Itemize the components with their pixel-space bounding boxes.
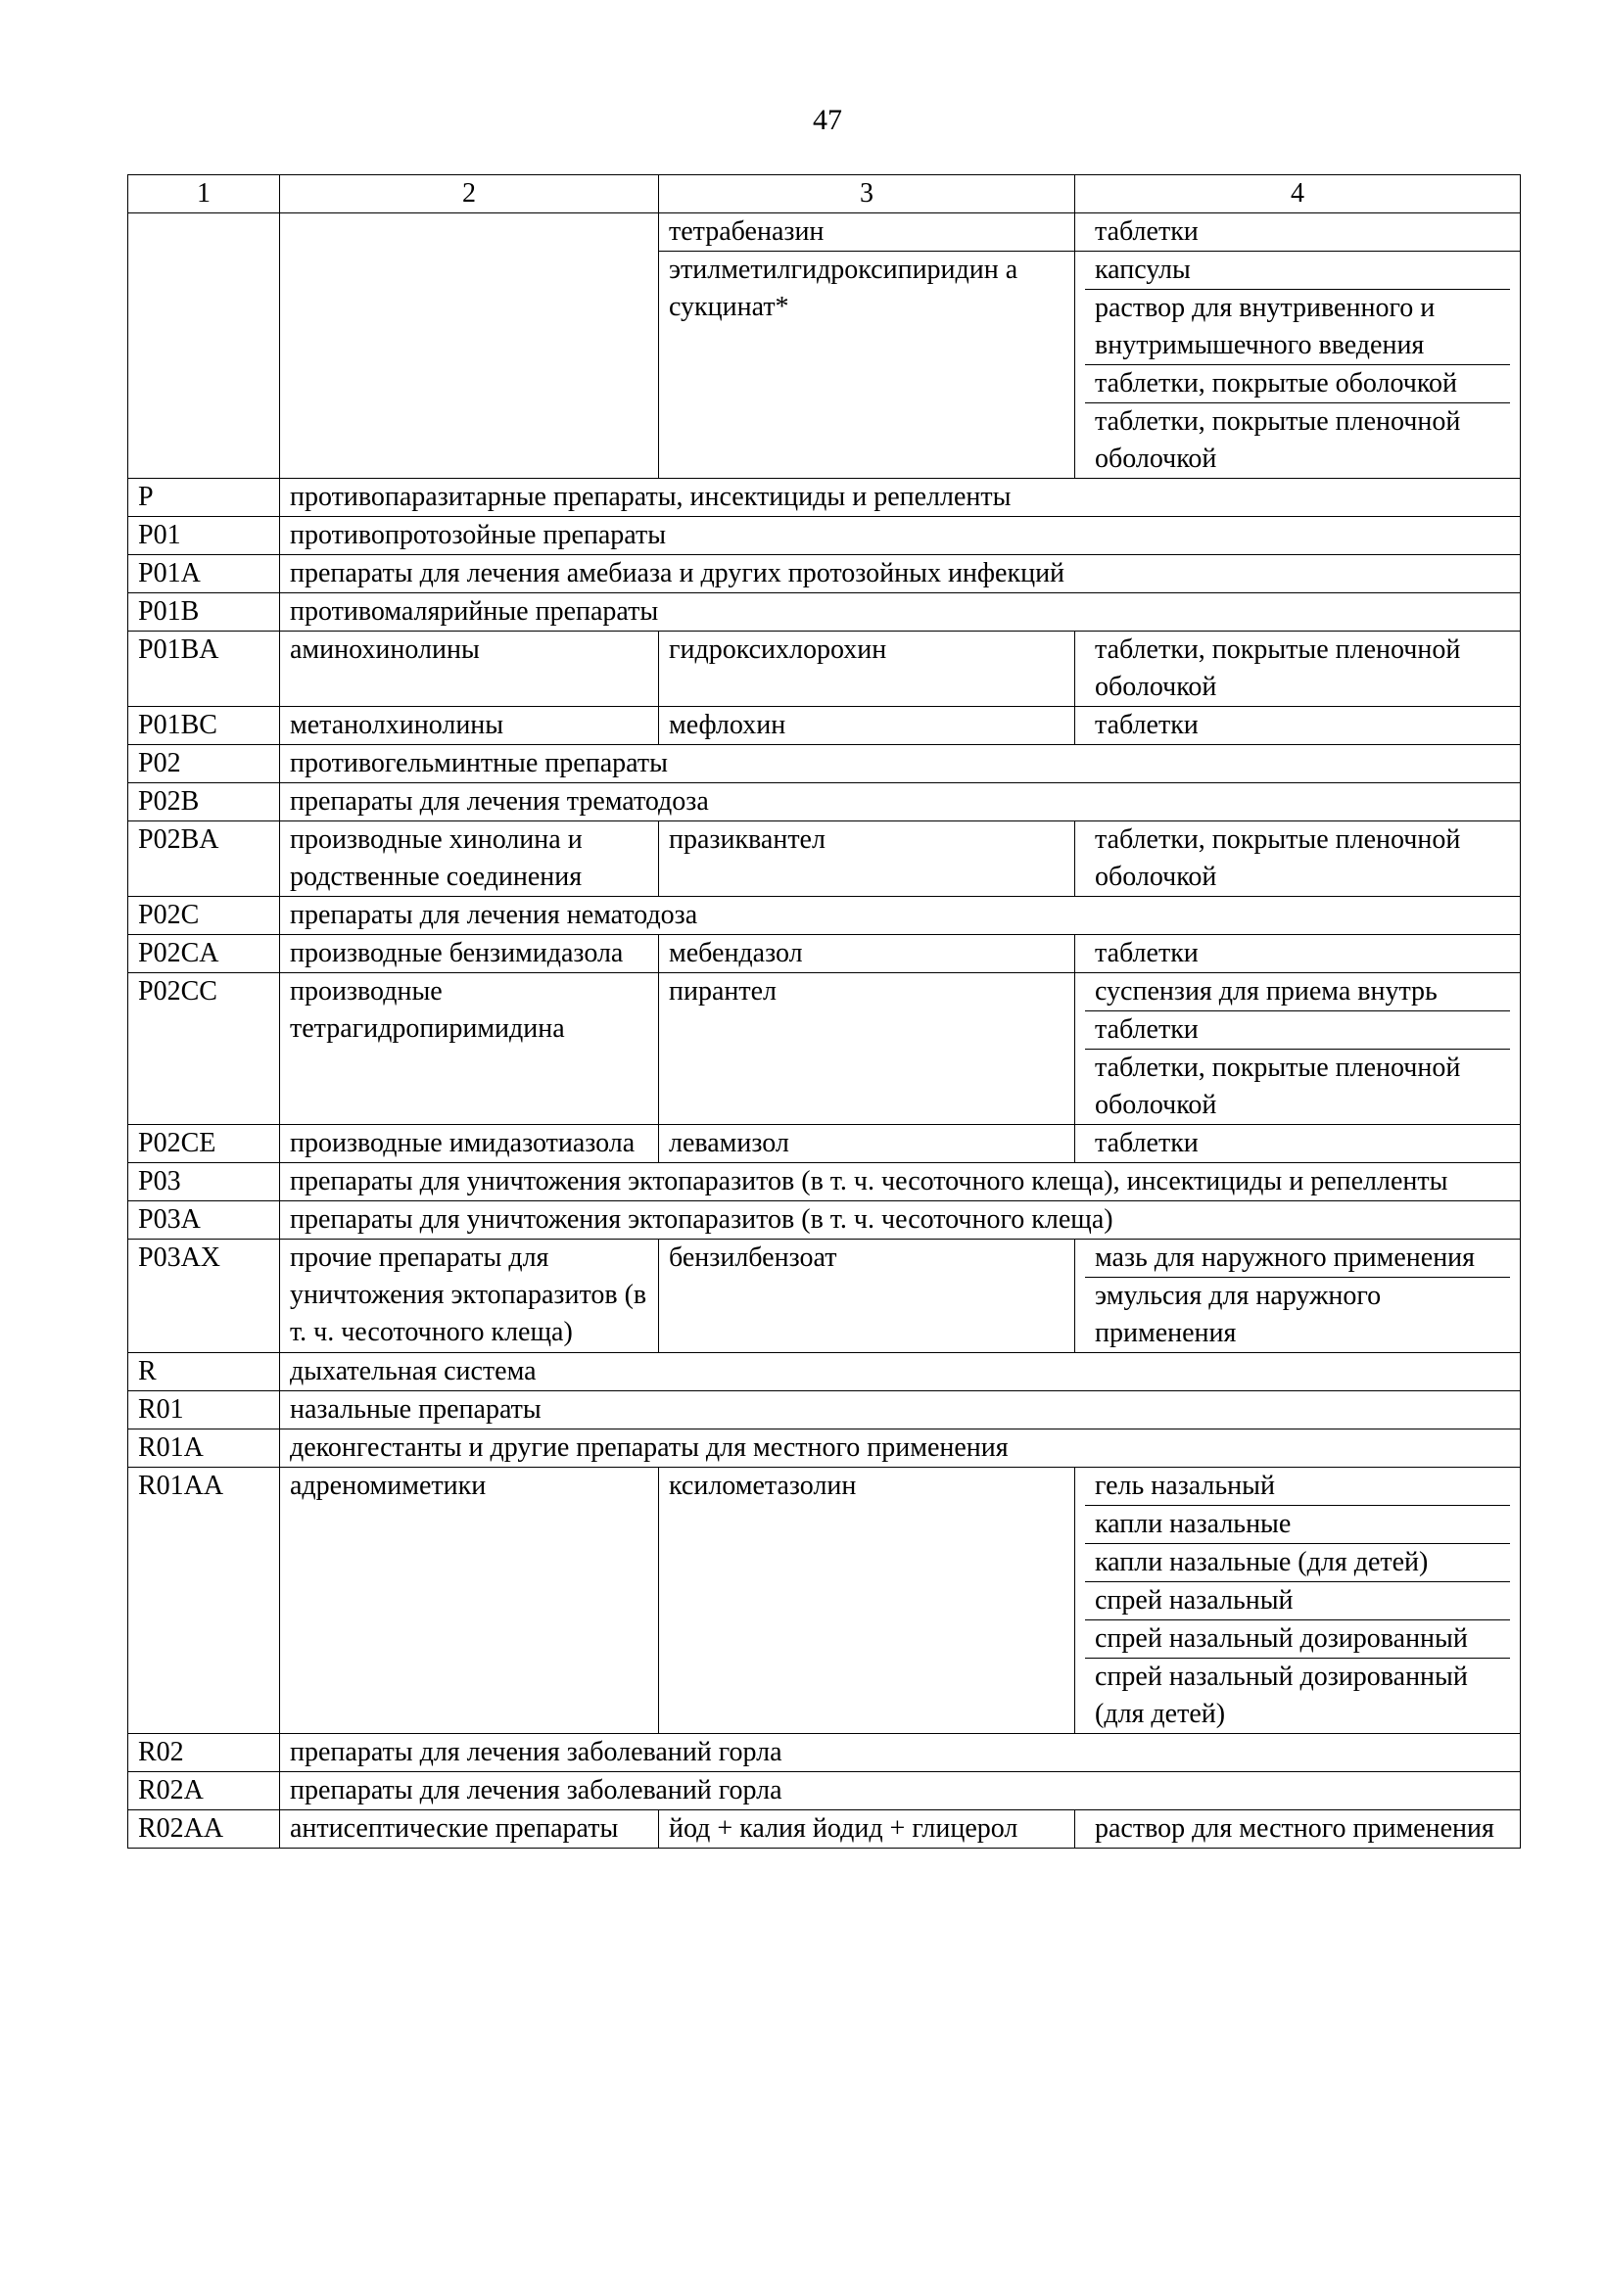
group-name: антисептические препараты [280,1810,659,1849]
group-name: аминохинолины [280,632,659,707]
dosage-forms-cell [1075,1468,1521,1734]
page-number: 47 [813,104,842,136]
table-row [128,1734,1521,1772]
table-row [128,935,1521,973]
drug-name: мебендазол [659,935,1075,973]
table-row [128,1353,1521,1391]
atc-code: P02C [128,897,280,935]
drug-name: этилметилгидроксипиридин а сукцинат* [659,252,1075,479]
dosage-form: таблетки, покрытые пленочной оболочкой [1085,402,1510,478]
atc-code: P02 [128,745,280,783]
group-name: производные хинолина и родственные соединения [280,821,659,897]
table-row [128,1468,1521,1734]
dosage-forms-list [1085,213,1510,251]
table-row [128,593,1521,632]
drug-name: бензилбензоат [659,1240,1075,1353]
group-name: противогельминтные препараты [280,745,1521,783]
atc-code: R [128,1353,280,1391]
dosage-form: спрей назальный дозированный (для детей) [1085,1658,1510,1733]
dosage-forms-cell [1075,632,1521,707]
drug-name: тетрабеназин [659,213,1075,252]
dosage-form: капли назальные [1085,1505,1510,1543]
dosage-forms-list [1085,707,1510,744]
table-row [128,1163,1521,1201]
atc-code: P02CE [128,1125,280,1163]
group-name: препараты для лечения амебиаза и других протозойных инфекций [280,555,1521,593]
header-col-4: 4 [1075,175,1521,213]
group-name: противомалярийные препараты [280,593,1521,632]
group-name: производные тетрагидропиримидина [280,973,659,1125]
atc-code: P03AX [128,1240,280,1353]
group-name: препараты для лечения заболеваний горла [280,1734,1521,1772]
group-name: производные бензимидазола [280,935,659,973]
drug-name: левамизол [659,1125,1075,1163]
table-body [128,213,1521,1849]
drug-name: гидроксихлорохин [659,632,1075,707]
dosage-form: таблетки, покрытые оболочкой [1085,364,1510,402]
dosage-form: таблетки [1085,1010,1510,1049]
header-col-3: 3 [659,175,1075,213]
dosage-form: спрей назальный [1085,1581,1510,1619]
dosage-forms-cell [1075,821,1521,897]
group-name: прочие препараты для уничтожения эктопаразитов (в т. ч. чесоточного клеща) [280,1240,659,1353]
dosage-form: раствор для внутривенного и внутримышечного введения [1085,289,1510,364]
atc-code: P03 [128,1163,280,1201]
dosage-forms-list [1085,973,1510,1124]
dosage-forms-cell [1075,707,1521,745]
dosage-forms-list [1085,252,1510,478]
header-col-1: 1 [128,175,280,213]
table-row [128,1125,1521,1163]
dosage-forms-cell [1075,1125,1521,1163]
dosage-form: эмульсия для наружного применения [1085,1277,1510,1352]
table-row [128,517,1521,555]
table-row [128,1201,1521,1240]
dosage-forms-cell [1075,213,1521,252]
group-name: препараты для лечения заболеваний горла [280,1772,1521,1810]
table-row [128,1391,1521,1429]
dosage-forms-list [1085,1240,1510,1352]
drug-name: ксилометазолин [659,1468,1075,1734]
table-row [128,1810,1521,1849]
table-row [128,745,1521,783]
atc-code: P01BA [128,632,280,707]
table-row [128,707,1521,745]
atc-code [128,213,280,479]
atc-code: R02 [128,1734,280,1772]
table-header-row [128,175,1521,213]
table-row [128,897,1521,935]
table-row [128,973,1521,1125]
atc-code: P03A [128,1201,280,1240]
atc-code: P02B [128,783,280,821]
atc-code: P02CA [128,935,280,973]
header-col-2: 2 [280,175,659,213]
dosage-form: капли назальные (для детей) [1085,1543,1510,1581]
group-name [280,213,659,479]
atc-code: P01B [128,593,280,632]
group-name: противопротозойные препараты [280,517,1521,555]
table-row [128,479,1521,517]
atc-code: P [128,479,280,517]
drug-name: йод + калия йодид + глицерол [659,1810,1075,1849]
table-row [128,783,1521,821]
group-name: препараты для уничтожения эктопаразитов (в т. ч. чесоточного клеща) [280,1201,1521,1240]
atc-code: P01BC [128,707,280,745]
drug-name: мефлохин [659,707,1075,745]
group-name: назальные препараты [280,1391,1521,1429]
group-name: производные имидазотиазола [280,1125,659,1163]
group-name: адреномиметики [280,1468,659,1734]
dosage-form: гель назальный [1095,1471,1275,1501]
dosage-forms-cell [1075,935,1521,973]
dosage-form: раствор для местного применения [1095,1813,1494,1844]
atc-code: R01AA [128,1468,280,1734]
table-row [128,632,1521,707]
atc-code: P01 [128,517,280,555]
group-name: дыхательная система [280,1353,1521,1391]
dosage-forms-list [1085,821,1510,896]
atc-code: P02BA [128,821,280,897]
drug-name: празиквантел [659,821,1075,897]
table-row [128,1429,1521,1468]
atc-code: R02AA [128,1810,280,1849]
dosage-forms-list [1085,935,1510,972]
table-row [128,1772,1521,1810]
group-name: противопаразитарные препараты, инсектициды и репелленты [280,479,1521,517]
group-name: деконгестанты и другие препараты для местного применения [280,1429,1521,1468]
dosage-form: таблетки, покрытые пленочной оболочкой [1095,634,1461,702]
dosage-form: спрей назальный дозированный [1085,1619,1510,1658]
dosage-forms-cell [1075,252,1521,479]
dosage-forms-list [1085,632,1510,706]
group-name: препараты для уничтожения эктопаразитов (в т. ч. чесоточного клеща), инсектициды и репелленты [280,1163,1521,1201]
atc-code: P02CC [128,973,280,1125]
group-name: метанолхинолины [280,707,659,745]
dosage-form: таблетки [1095,216,1199,247]
atc-code: R01A [128,1429,280,1468]
dosage-forms-cell [1075,1810,1521,1849]
table-row [128,555,1521,593]
dosage-form: таблетки [1095,710,1199,740]
table-row [128,821,1521,897]
dosage-forms-list [1085,1125,1510,1162]
dosage-form: суспензия для приема внутрь [1095,976,1438,1007]
dosage-forms-list [1085,1468,1510,1733]
dosage-form: таблетки, покрытые пленочной оболочкой [1085,1049,1510,1124]
dosage-form: таблетки [1095,938,1199,968]
dosage-form: таблетки [1095,1128,1199,1158]
dosage-forms-list [1085,1810,1510,1848]
group-name: препараты для лечения трематодоза [280,783,1521,821]
dosage-form: капсулы [1095,255,1191,285]
dosage-form: таблетки, покрытые пленочной оболочкой [1095,824,1461,892]
atc-code: R02A [128,1772,280,1810]
table-row [128,213,1521,252]
dosage-forms-cell [1075,1240,1521,1353]
table-row [128,1240,1521,1353]
dosage-forms-cell [1075,973,1521,1125]
drug-name: пирантел [659,973,1075,1125]
drug-table [127,174,1521,1849]
dosage-form: мазь для наружного применения [1095,1242,1476,1273]
atc-code: R01 [128,1391,280,1429]
group-name: препараты для лечения нематодоза [280,897,1521,935]
atc-code: P01A [128,555,280,593]
